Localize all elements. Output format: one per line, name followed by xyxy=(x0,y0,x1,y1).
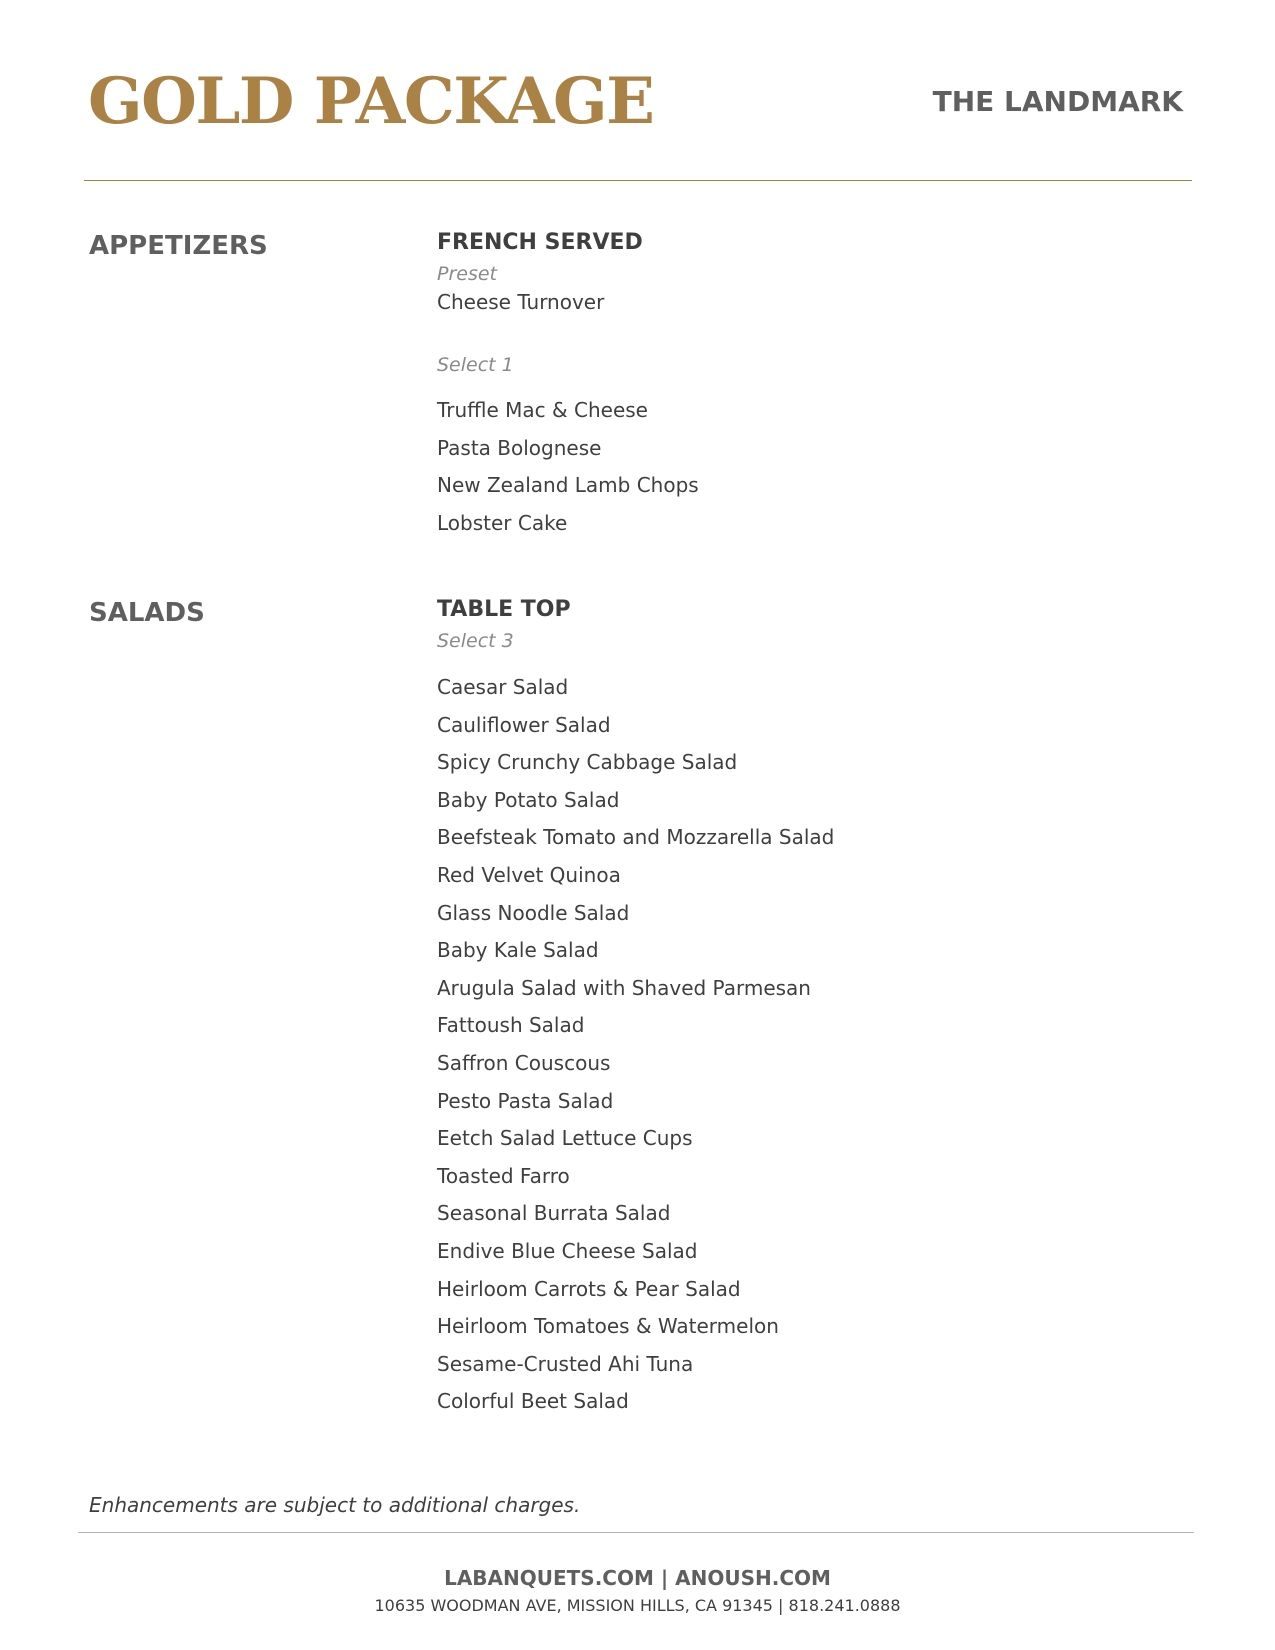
appetizers-list xyxy=(437,396,699,546)
enhancements-disclaimer: Enhancements are subject to additional charges. xyxy=(89,1493,581,1517)
menu-item: Glass Noodle Salad xyxy=(437,900,630,925)
menu-item: Sesame-Crusted Ahi Tuna xyxy=(437,1351,694,1376)
menu-item: Pesto Pasta Salad xyxy=(437,1088,614,1113)
menu-item: Heirloom Tomatoes & Watermelon xyxy=(437,1314,779,1339)
menu-item: Baby Kale Salad xyxy=(437,938,599,963)
footer-divider xyxy=(78,1532,1194,1533)
menu-item: Truffle Mac & Cheese xyxy=(437,398,648,422)
menu-item: Eetch Salad Lettuce Cups xyxy=(437,1126,693,1151)
menu-item: Beefsteak Tomato and Mozzarella Salad xyxy=(437,825,835,850)
footer-address: 10635 WOODMAN AVE, MISSION HILLS, CA 91345 | 818.241.0888 xyxy=(374,1596,901,1615)
menu-item: Toasted Farro xyxy=(437,1163,570,1188)
menu-item: Arugula Salad with Shaved Parmesan xyxy=(437,975,811,1000)
menu-item: Endive Blue Cheese Salad xyxy=(437,1238,698,1263)
menu-item: Heirloom Carrots & Pear Salad xyxy=(437,1276,741,1301)
salads-select-note: Select 3 xyxy=(437,630,514,652)
package-title: GOLD PACKAGE xyxy=(88,64,654,139)
appetizers-preset-note: Preset xyxy=(437,263,497,285)
appetizers-select-note: Select 1 xyxy=(437,354,514,376)
footer-websites: LABANQUETS.COM | ANOUSH.COM xyxy=(444,1566,831,1590)
appetizers-service-style: FRENCH SERVED xyxy=(437,230,643,255)
menu-item: Seasonal Burrata Salad xyxy=(437,1201,671,1226)
salads-list xyxy=(437,673,834,1425)
menu-item: New Zealand Lamb Chops xyxy=(437,473,699,498)
salads-service-style: TABLE TOP xyxy=(437,597,571,622)
menu-item: Lobster Cake xyxy=(437,510,568,535)
appetizers-preset-item: Cheese Turnover xyxy=(437,290,605,314)
menu-item: Spicy Crunchy Cabbage Salad xyxy=(437,750,738,775)
menu-item: Saffron Couscous xyxy=(437,1050,611,1075)
category-appetizers: APPETIZERS xyxy=(89,231,268,261)
header-divider xyxy=(84,180,1192,181)
menu-item: Pasta Bolognese xyxy=(437,435,602,460)
menu-item: Cauliflower Salad xyxy=(437,712,611,737)
menu-item: Red Velvet Quinoa xyxy=(437,862,621,887)
menu-item: Caesar Salad xyxy=(437,675,569,699)
menu-item: Fattoush Salad xyxy=(437,1013,585,1038)
menu-item: Baby Potato Salad xyxy=(437,787,620,812)
venue-name: THE LANDMARK xyxy=(932,85,1183,118)
menu-item: Colorful Beet Salad xyxy=(437,1389,629,1414)
category-salads: SALADS xyxy=(89,598,205,628)
